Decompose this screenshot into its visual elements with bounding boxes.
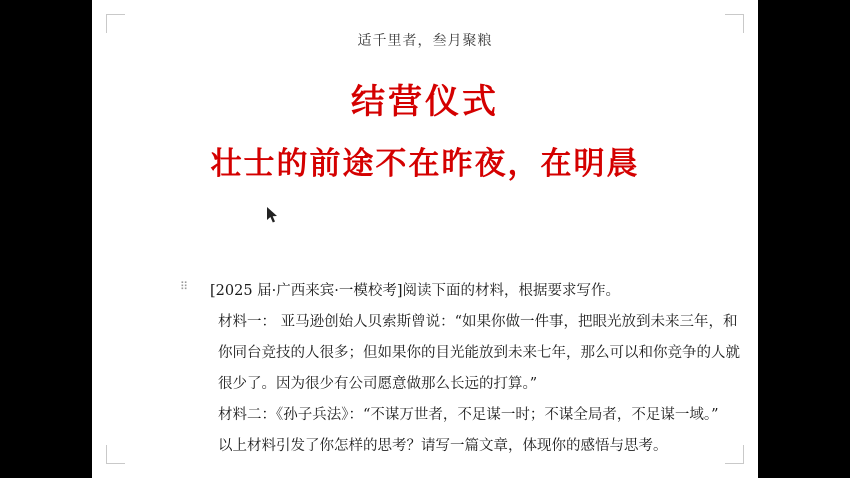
document-header-note: 适千里者，叁月聚粮 — [357, 33, 493, 49]
material-two: 材料二：《孙子兵法》：“不谋万世者，不足谋一时；不谋全局者，不足谋一域。” — [218, 407, 719, 423]
margin-mark-bottom-left — [106, 445, 125, 464]
paragraph-drag-handle[interactable]: ⠿ — [180, 280, 189, 293]
material-one: 材料一： 亚马逊创始人贝索斯曾说：“如果你做一件事，把眼光放到未来三年，和你同台竞技的人很多；但如果你的目光能放到未来七年，那么可以和你竞争的人就很少了。因为很少有公司愿意做那么长远的打算。” — [218, 314, 740, 392]
page-subtitle: 壮士的前途不在昨夜，在明晨 — [210, 146, 640, 182]
page-title: 结营仪式 — [351, 82, 499, 122]
closing-line: 以上材料引发了你怎样的思考？请写一篇文章，体现你的感悟与思考。 — [218, 438, 668, 454]
prompt-line: [2025 届·广西来宾·一模校考]阅读下面的材料，根据要求写作。 — [210, 283, 621, 299]
document-page[interactable] — [92, 0, 758, 478]
document-body[interactable] — [210, 276, 740, 462]
